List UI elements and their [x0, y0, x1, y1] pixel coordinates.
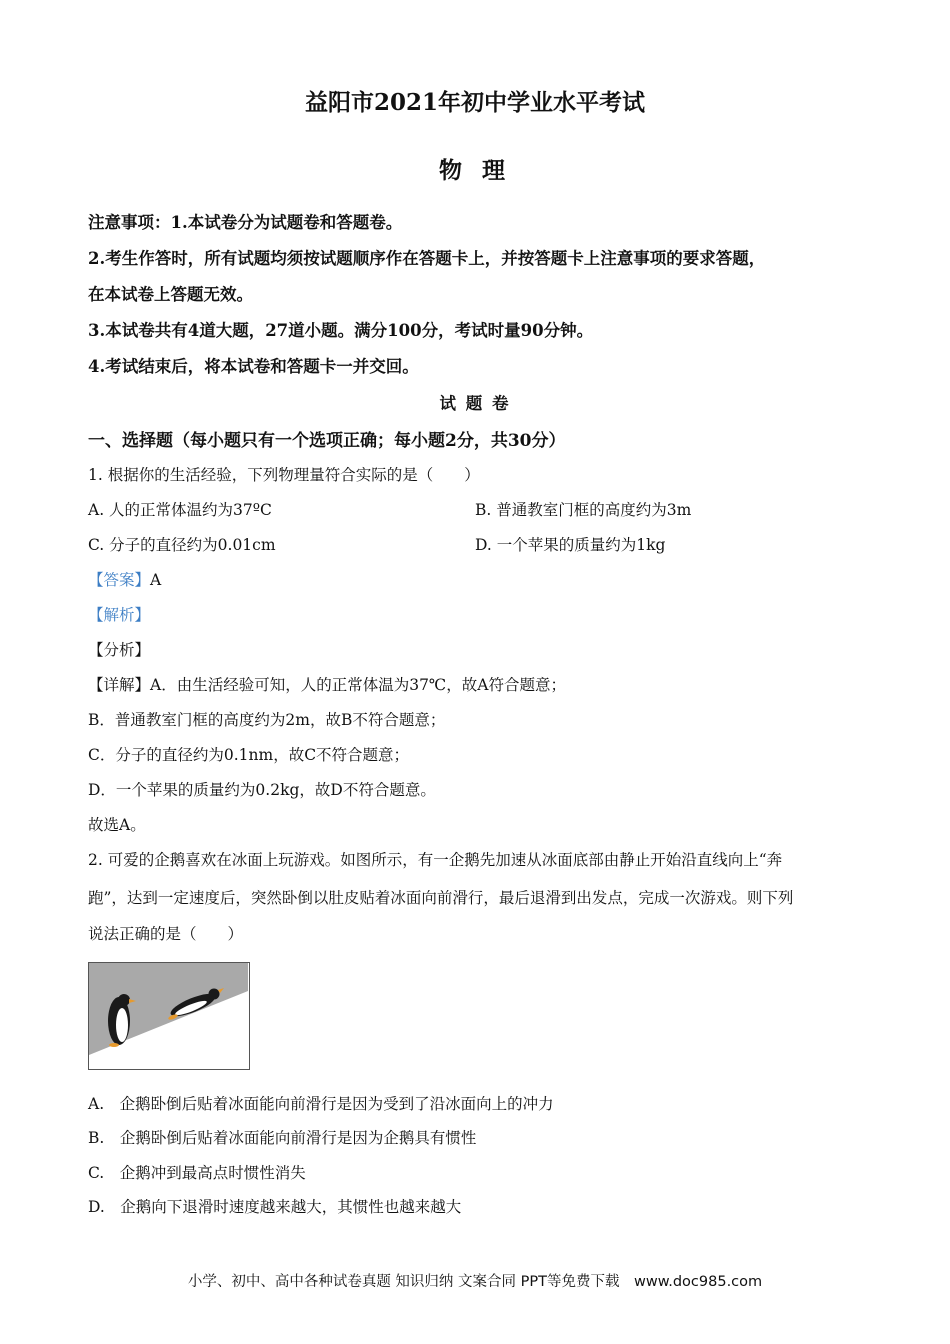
notice-line-1: 注意事项：1.本试卷分为试题卷和答题卷。 — [88, 213, 403, 232]
q2-stem-line-1: 2. 可爱的企鹅喜欢在冰面上玩游戏。如图所示，有一企鹅先加速从冰面底部由静止开始沿直线向上“奔 — [88, 851, 783, 869]
q1-answer-line — [88, 568, 161, 590]
notice-line-4: 3.本试卷共有4道大题，27道小题。满分100分，考试时量90分钟。 — [88, 321, 594, 340]
q1-stem: 1. 根据你的生活经验，下列物理量符合实际的是（ ） — [88, 466, 480, 484]
q2-option-b: B. 企鹅卧倒后贴着冰面能向前滑行是因为企鹅具有惯性 — [88, 1129, 477, 1147]
notice-line-5: 4.考试结束后，将本试卷和答题卡一并交回。 — [88, 357, 419, 376]
detail-line-4: D．一个苹果的质量约为0.2kg，故D不符合题意。 — [88, 781, 436, 799]
q2-option-c: C. 企鹅冲到最高点时惯性消失 — [88, 1164, 306, 1182]
penguin-figure — [88, 962, 250, 1070]
notice-line-3: 在本试卷上答题无效。 — [88, 285, 253, 304]
analysis-tag: 【解析】 — [88, 606, 151, 624]
detail-text-a: A．由生活经验可知，人的正常体温为37℃，故A符合题意； — [150, 676, 566, 694]
fenxi-tag: 【分析】 — [88, 641, 151, 659]
q1-option-c: C. 分子的直径约为0.01cm — [88, 536, 276, 554]
section-title: 一、选择题（每小题只有一个选项正确；每小题2分，共30分） — [88, 431, 566, 451]
q1-option-d: D. 一个苹果的质量约为1kg — [475, 536, 666, 554]
detail-line-3: C．分子的直径约为0.1nm，故C不符合题意； — [88, 746, 410, 764]
q1-option-b: B. 普通教室门框的高度约为3m — [475, 501, 692, 519]
notice-line-2: 2.考生作答时，所有试题均须按试题顺序作在答题卡上，并按答题卡上注意事项的要求答题， — [88, 249, 766, 268]
detail-tag: 【详解】 — [88, 676, 151, 694]
detail-line-1 — [88, 673, 566, 695]
penguin-illustration — [89, 963, 248, 1068]
q2-stem-line-3: 说法正确的是（ ） — [88, 925, 244, 943]
page-footer: 小学、初中、高中各种试卷真题 知识归纳 文案合同 PPT等免费下载 www.doc985.com — [187, 1274, 763, 1290]
q1-option-a: A. 人的正常体温约为37ºC — [88, 501, 272, 519]
detail-line-2: B．普通教室门框的高度约为2m，故B不符合题意； — [88, 711, 446, 729]
q2-option-d: D. 企鹅向下退滑时速度越来越大，其惯性也越来越大 — [88, 1198, 462, 1216]
paper-label: 试 题 卷 — [439, 394, 511, 413]
detail-line-5: 故选A。 — [88, 816, 146, 834]
answer-value: A — [150, 571, 162, 589]
q2-stem-line-2: 跑”，达到一定速度后，突然卧倒以肚皮贴着冰面向前滑行，最后退滑到出发点，完成一次游戏。则下列 — [88, 889, 794, 907]
answer-tag: 【答案】 — [88, 571, 151, 589]
subject-title: 物 理 — [438, 157, 511, 184]
exam-title: 益阳市2021年初中学业水平考试 — [304, 89, 645, 116]
q2-option-a: A. 企鹅卧倒后贴着冰面能向前滑行是因为受到了沿冰面向上的冲力 — [88, 1095, 554, 1113]
